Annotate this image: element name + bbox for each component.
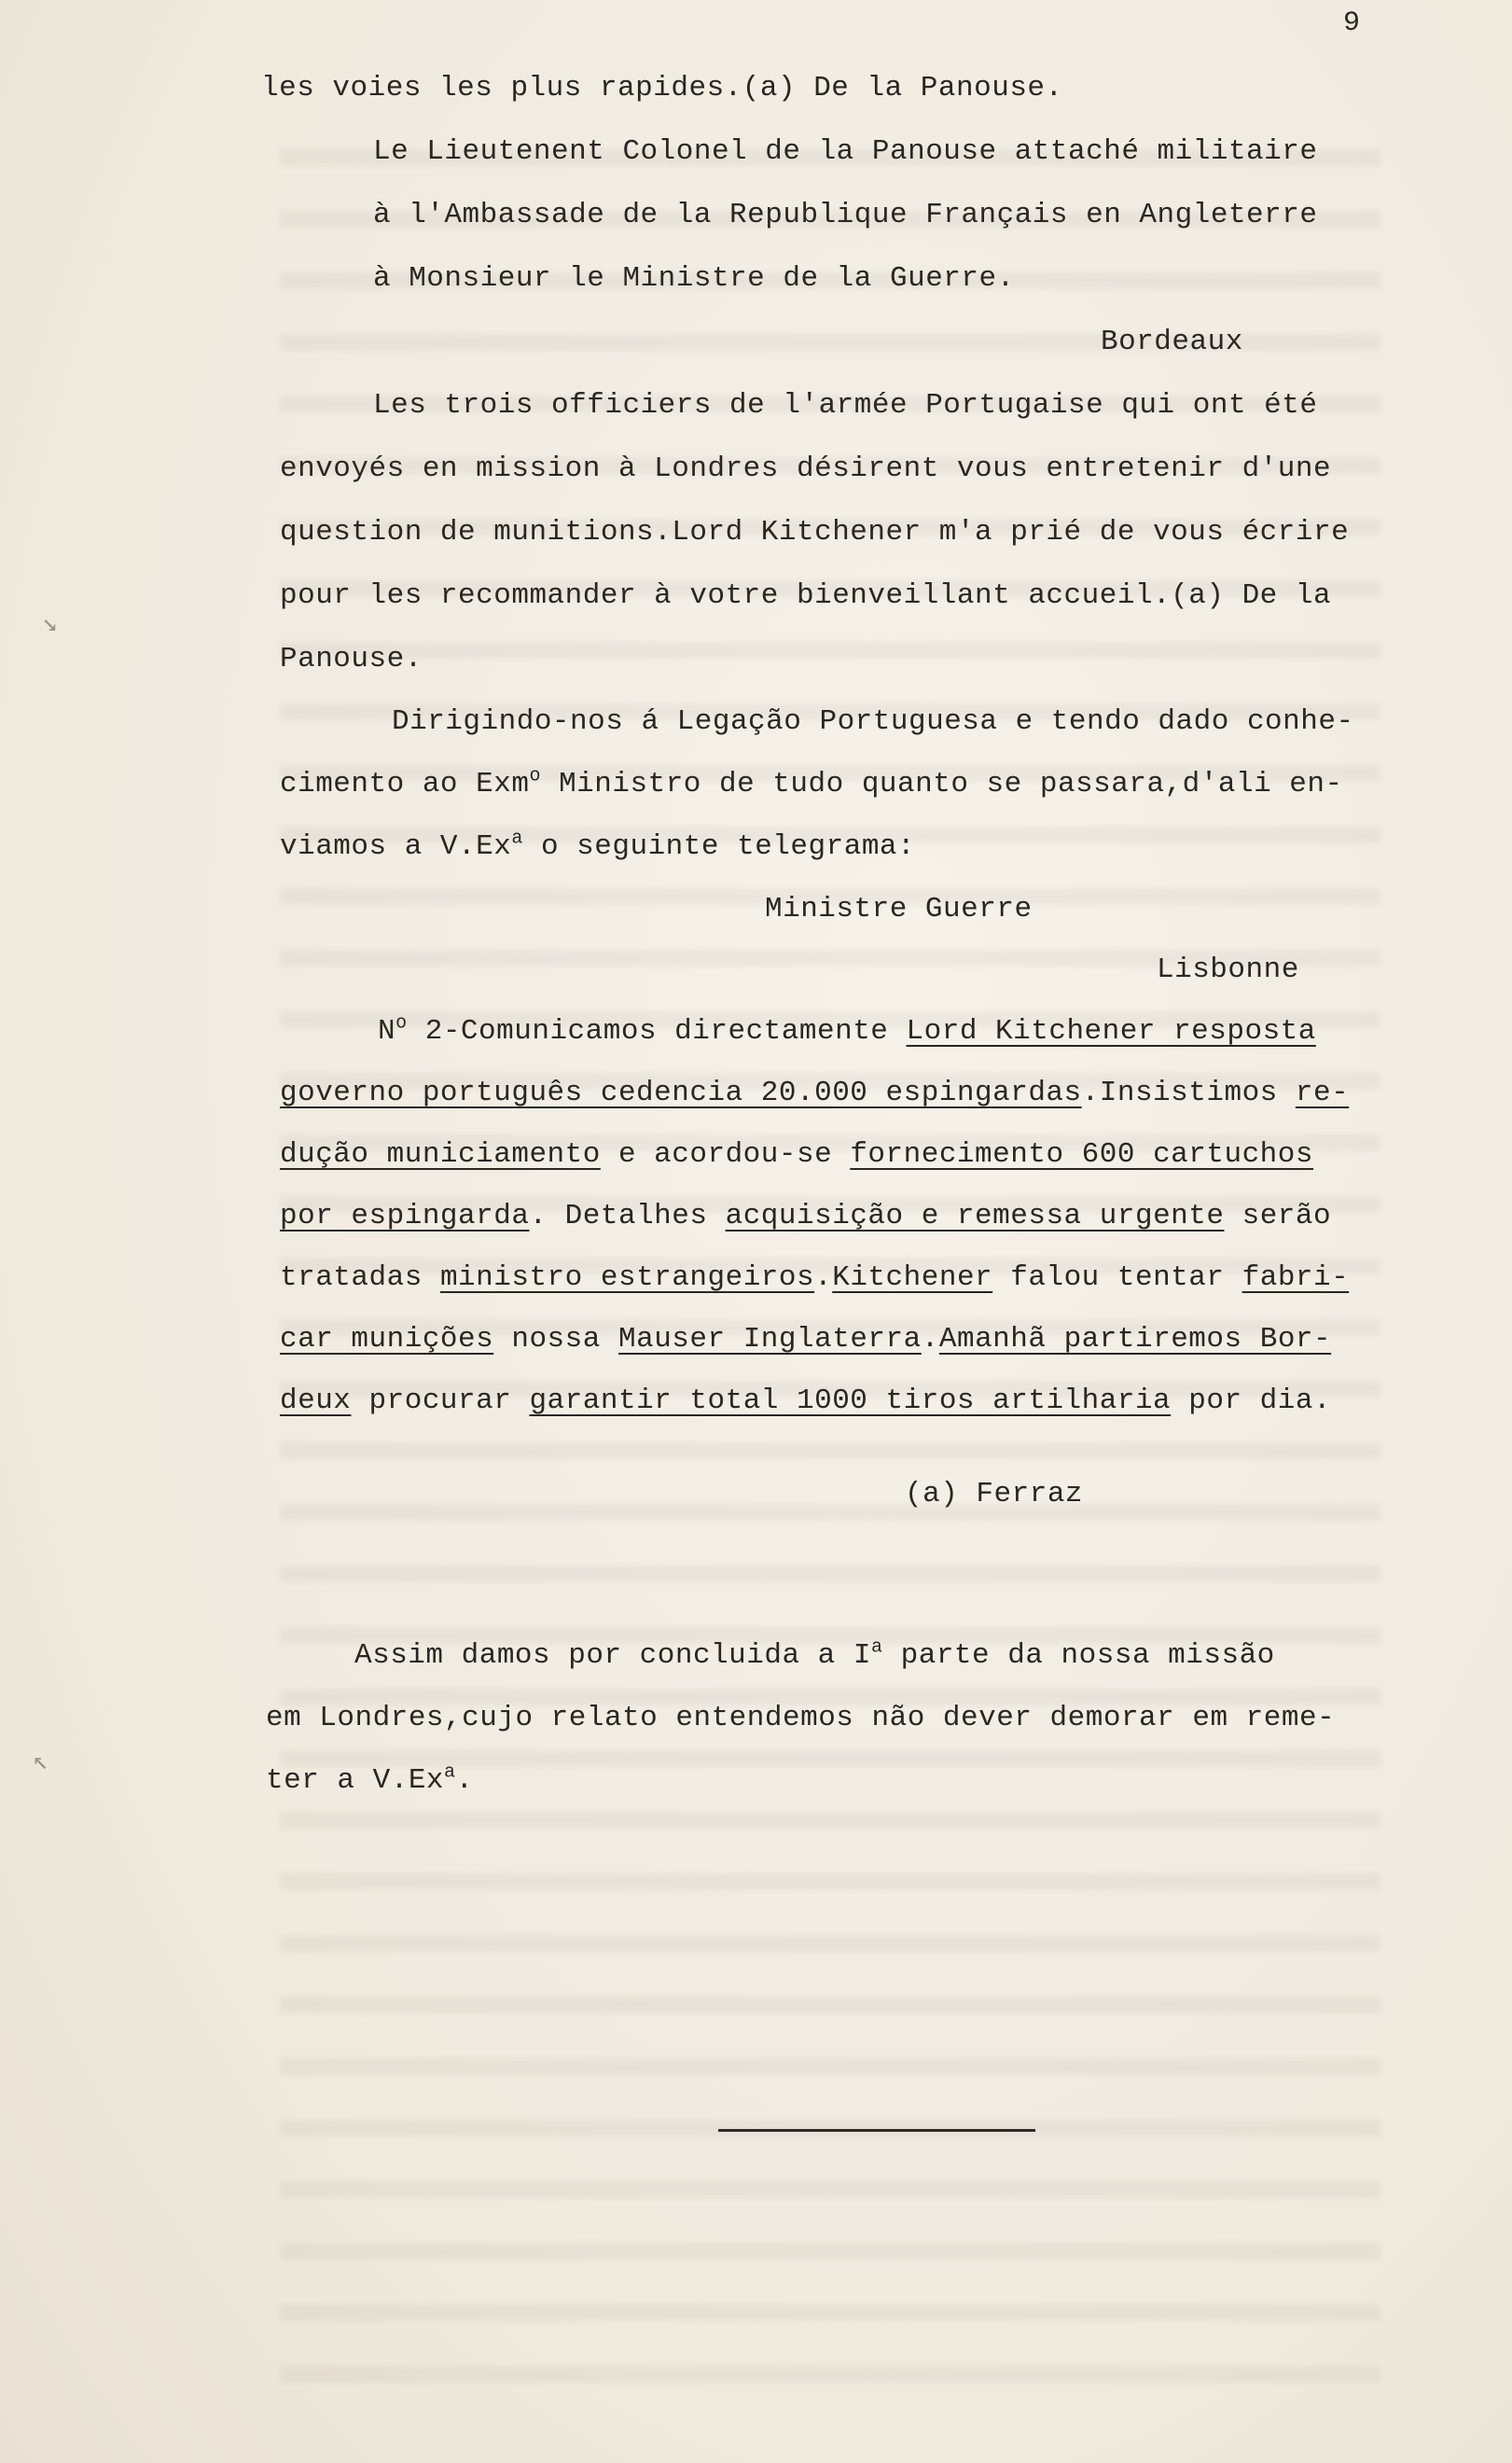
text-run: . Detalhes <box>529 1200 726 1232</box>
text-run: . <box>455 1764 474 1797</box>
text-run: nossa <box>493 1323 618 1356</box>
text-line: à l'Ambassade de la Republique Français en Angleterre <box>373 199 1318 231</box>
text-line: à Monsieur le Ministre de la Guerre. <box>373 262 1015 295</box>
underlined-text: dução municiamento <box>280 1138 601 1171</box>
underlined-text: governo português cedencia 20.000 espingardas <box>280 1077 1082 1109</box>
underlined-text: deux <box>280 1385 352 1417</box>
text-run: ter a V.Ex <box>266 1764 445 1797</box>
underlined-text: fabri- <box>1242 1261 1350 1294</box>
underlined-text: ministro estrangeiros <box>439 1261 815 1294</box>
text-run: Ministro de tudo quanto se passara,d'ali en- <box>540 768 1343 800</box>
text-line <box>280 766 1343 803</box>
superscript: a <box>511 828 523 850</box>
underlined-text: por espingarda <box>280 1200 530 1232</box>
superscript: a <box>871 1636 883 1659</box>
text-run: por dia. <box>1171 1385 1332 1417</box>
telegram-line <box>280 1383 1331 1420</box>
underlined-text: Mauser Inglaterra <box>617 1323 922 1356</box>
margin-mark: ↖ <box>33 1748 49 1777</box>
text-line <box>280 828 915 866</box>
text-line: em Londres,cujo relato entendemos não dever demorar em reme- <box>266 1702 1336 1734</box>
text-run: o seguinte telegrama: <box>522 830 916 863</box>
telegram-line <box>378 1013 1316 1051</box>
text-run: . <box>921 1323 939 1356</box>
text-run: 2-Comunicamos directamente <box>407 1015 907 1048</box>
telegram-line <box>280 1259 1349 1297</box>
text-run: .Insistimos <box>1081 1077 1296 1109</box>
text-line <box>354 1637 1275 1675</box>
text-run: tratadas <box>280 1261 440 1294</box>
superscript: o <box>395 1012 408 1035</box>
underlined-text: car munições <box>280 1323 494 1356</box>
text-line: Dirigindo-nos á Legação Portuguesa e tendo dado conhe- <box>392 705 1354 738</box>
underlined-text: Amanhã partiremos Bor- <box>938 1323 1332 1356</box>
text-line: Le Lieutenent Colonel de la Panouse attaché militaire <box>373 135 1318 168</box>
underlined-text: re- <box>1295 1077 1350 1109</box>
text-line: les voies les plus rapides.(a) De la Panouse. <box>261 72 1063 104</box>
text-line: Panouse. <box>280 643 423 675</box>
text-run: falou tentar <box>992 1261 1242 1294</box>
superscript: a <box>444 1761 456 1784</box>
text-run: e acordou-se <box>600 1138 851 1171</box>
closing-rule <box>718 2129 1035 2132</box>
text-line <box>266 1762 474 1800</box>
underlined-text: garantir total 1000 tiros artilharia <box>529 1385 1172 1417</box>
text-run: . <box>814 1261 833 1294</box>
telegram-line <box>280 1075 1349 1112</box>
text-line: Les trois officiers de l'armée Portugaise qui ont été <box>373 389 1318 422</box>
text-line: envoyés en mission à Londres désirent vous entretenir d'une <box>280 452 1332 485</box>
text-run: Assim damos por concluida a I <box>354 1639 871 1672</box>
telegram-recipient: Ministre Guerre <box>765 893 1033 925</box>
telegram-destination: Lisbonne <box>1157 953 1299 986</box>
place-line: Bordeaux <box>1101 326 1243 358</box>
telegram-line <box>280 1321 1331 1358</box>
page-number: 9 <box>1343 7 1361 39</box>
text-line: question de munitions.Lord Kitchener m'a prié de vous écrire <box>280 516 1350 549</box>
underlined-text: Lord Kitchener resposta <box>906 1015 1316 1048</box>
margin-mark: ↘ <box>42 610 58 639</box>
text-line: pour les recommander à votre bienveillant accueil.(a) De la <box>280 579 1332 612</box>
text-run: viamos a V.Ex <box>280 830 512 863</box>
signature: (a) Ferraz <box>905 1478 1084 1510</box>
text-run: serão <box>1224 1200 1332 1232</box>
underlined-text: acquisição e remessa urgente <box>725 1200 1225 1232</box>
telegram-line <box>280 1136 1313 1174</box>
underlined-text: fornecimento 600 cartuchos <box>850 1138 1313 1171</box>
underlined-text: Kitchener <box>832 1261 993 1294</box>
telegram-line <box>280 1198 1331 1235</box>
superscript: o <box>529 765 541 787</box>
text-run: cimento ao Exm <box>280 768 530 800</box>
text-run: procurar <box>351 1385 530 1417</box>
text-run: parte da nossa missão <box>882 1639 1275 1672</box>
text-run: N <box>378 1015 396 1048</box>
